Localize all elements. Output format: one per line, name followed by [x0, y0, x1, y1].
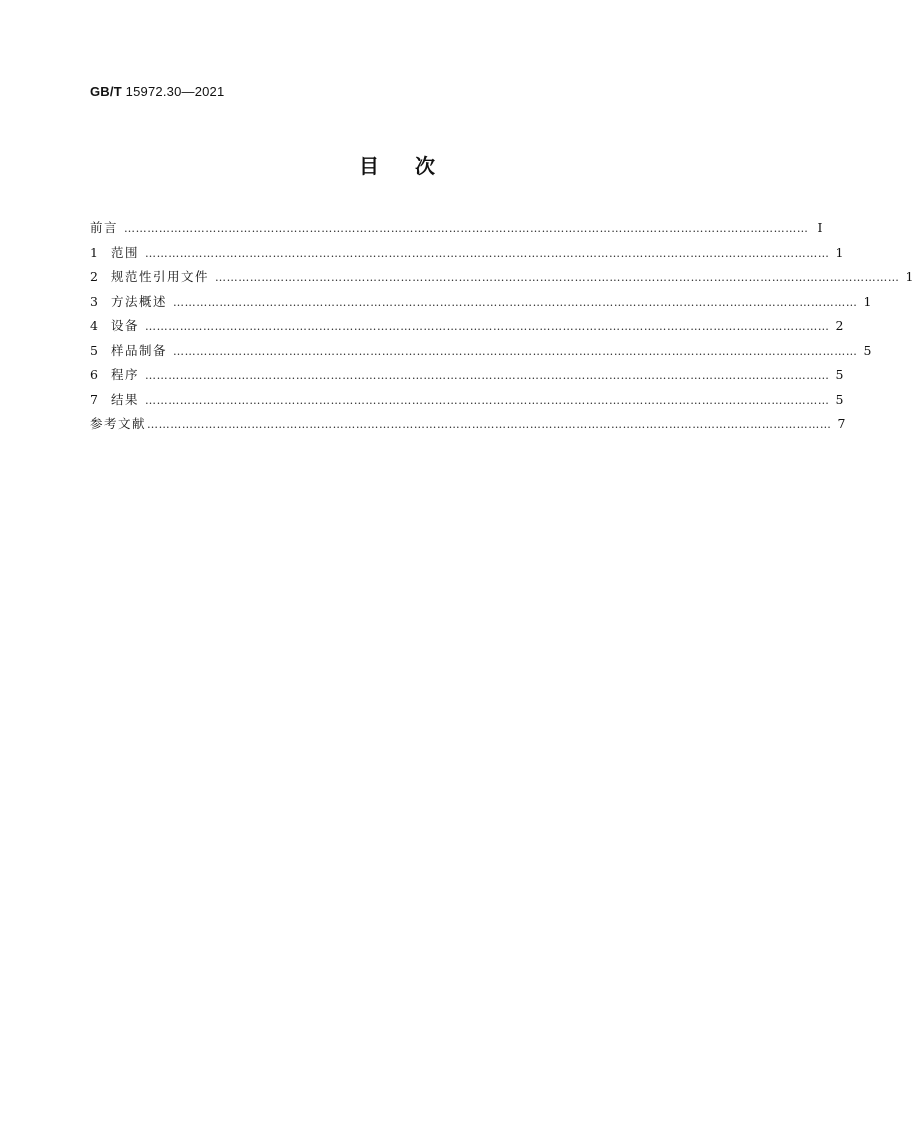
- toc-dot-leader: ……………………………………………………………………………………………………………………………………………………………: [173, 344, 858, 358]
- toc-page-number: 2: [835, 318, 844, 333]
- toc-section-number: 4: [90, 318, 98, 333]
- toc-dot-leader: ……………………………………………………………………………………………………………………………………………………………: [173, 295, 858, 309]
- standard-number: 15972.30—2021: [125, 84, 225, 99]
- toc-label: 前言: [90, 220, 119, 235]
- toc-page-number: 1: [905, 269, 913, 284]
- document-code: [90, 84, 224, 99]
- toc-entry-normative-references[interactable]: [90, 265, 913, 290]
- toc-page-number: 1: [863, 293, 872, 309]
- toc-page-number: 1: [835, 244, 844, 260]
- table-of-contents: [90, 216, 913, 437]
- toc-page-number: 5: [835, 391, 844, 407]
- toc-dot-leader: ……………………………………………………………………………………………………………………………………………………………: [147, 418, 832, 431]
- toc-dot-leader: ……………………………………………………………………………………………………………………………………………………………: [215, 271, 900, 284]
- toc-page-number: Ⅰ: [817, 220, 823, 235]
- toc-dot-leader: ……………………………………………………………………………………………………………………………………………………………: [145, 320, 830, 333]
- toc-section-number: 1: [90, 244, 98, 260]
- toc-dot-leader: ……………………………………………………………………………………………………………………………………………………………: [145, 393, 830, 407]
- page-title: 目次: [359, 154, 471, 178]
- toc-entry-scope[interactable]: [90, 241, 844, 266]
- standard-prefix: GB/T: [90, 84, 122, 99]
- toc-dot-leader: ……………………………………………………………………………………………………………………………………………………………: [145, 246, 830, 260]
- toc-label: 规范性引用文件: [111, 269, 210, 284]
- toc-section-number: 2: [90, 269, 98, 284]
- toc-section-number: 6: [90, 367, 98, 382]
- toc-label: 结果: [111, 391, 140, 407]
- toc-entry-method-overview[interactable]: [90, 290, 872, 315]
- toc-label: 方法概述: [111, 293, 168, 309]
- toc-entry-bibliography[interactable]: [90, 412, 846, 437]
- toc-label: 样品制备: [111, 342, 168, 358]
- toc-section-number: 3: [90, 293, 98, 309]
- toc-label: 参考文献: [90, 416, 147, 431]
- toc-dot-leader: ……………………………………………………………………………………………………………………………………………………………: [145, 369, 830, 382]
- toc-label: 设备: [111, 318, 140, 333]
- toc-page-number: 5: [863, 342, 872, 358]
- toc-entry-apparatus[interactable]: [90, 314, 844, 339]
- toc-label: 范围: [111, 244, 140, 260]
- toc-entry-sample-preparation[interactable]: [90, 339, 872, 364]
- toc-section-number: 5: [90, 342, 98, 358]
- toc-dot-leader: ……………………………………………………………………………………………………………………………………………………………: [124, 222, 809, 235]
- toc-entry-foreword[interactable]: [90, 216, 823, 241]
- toc-entry-results[interactable]: [90, 388, 844, 413]
- toc-section-number: 7: [90, 391, 98, 407]
- toc-page-number: 7: [837, 416, 846, 431]
- toc-page-number: 5: [835, 367, 844, 382]
- toc-entry-procedure[interactable]: [90, 363, 844, 388]
- toc-label: 程序: [111, 367, 140, 382]
